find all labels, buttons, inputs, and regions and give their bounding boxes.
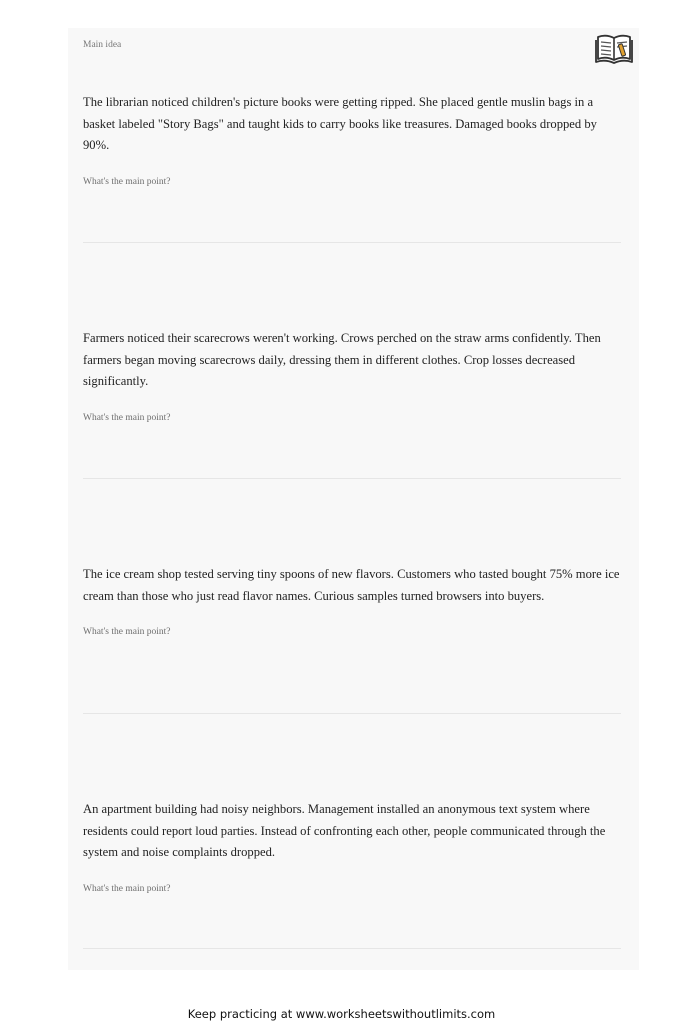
main-point-prompt: What's the main point? (83, 176, 171, 187)
answer-line-3[interactable] (83, 713, 621, 714)
main-point-prompt: What's the main point? (83, 883, 171, 894)
passage-4 (83, 799, 623, 894)
passage-3 (83, 564, 623, 637)
answer-line-2[interactable] (83, 478, 621, 479)
worksheet-title: Main idea (83, 40, 122, 50)
main-point-prompt: What's the main point? (83, 627, 171, 637)
passage-text: An apartment building had noisy neighbors. Management installed an anonymous text system where residents could report loud parties. Instead of confronting each other, people communicated through the system and noise complaints dropped. (83, 802, 606, 859)
passage-text: Farmers noticed their scarecrows weren't working. Crows perched on the straw arms confidently. Then farmers began moving scarecrows daily, dressing them in different clothes. Crop losses decreased significantly. (83, 331, 601, 388)
worksheet-page (68, 28, 639, 970)
answer-line-4[interactable] (83, 948, 621, 949)
main-point-prompt: What's the main point? (83, 412, 171, 423)
passage-text: The librarian noticed children's picture books were getting ripped. She placed gentle muslin bags in a basket labeled "Story Bags" and taught kids to carry books like treasures. Damaged books dropped by 90%. (83, 95, 597, 152)
book-icon (595, 31, 633, 65)
passage-2 (83, 328, 623, 423)
passage-1 (83, 92, 623, 187)
passage-text: The ice cream shop tested serving tiny spoons of new flavors. Customers who tasted bought 75% more ice cream than those who just read flavor names. Curious samples turned browsers into buyers. (83, 567, 620, 603)
footer-text: Keep practicing at www.worksheetswithoutlimits.com (187, 1007, 496, 1021)
answer-line-1[interactable] (83, 242, 621, 243)
